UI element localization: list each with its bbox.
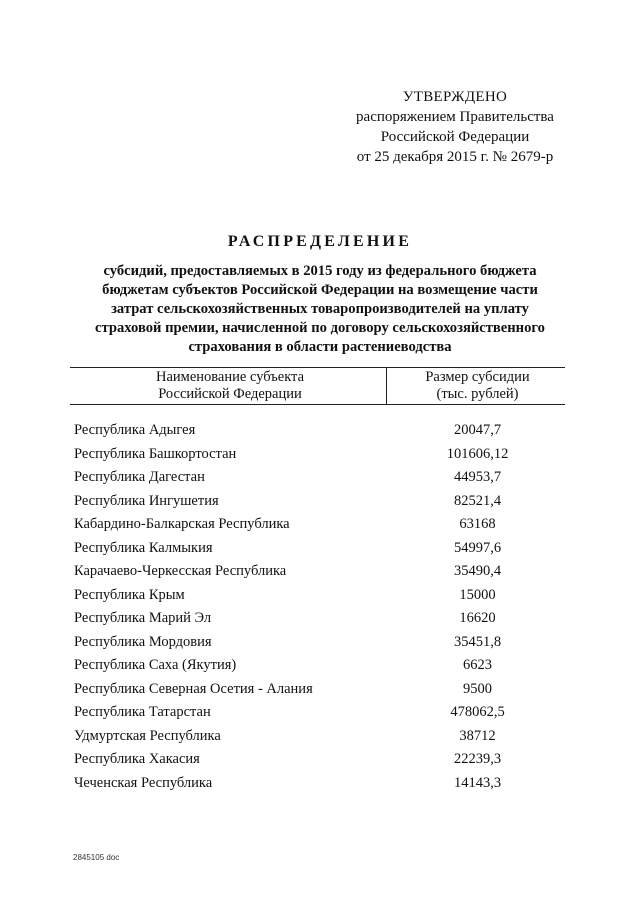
region-name: Удмуртская Республика bbox=[74, 727, 221, 744]
approval-line-2: Российской Федерации bbox=[380, 129, 530, 145]
table-row bbox=[74, 537, 565, 561]
region-name: Чеченская Республика bbox=[74, 774, 213, 791]
region-name: Республика Башкортостан bbox=[74, 445, 237, 462]
subsidy-amount: 101606,12 bbox=[446, 445, 509, 462]
region-name: Республика Дагестан bbox=[74, 469, 205, 485]
subsidy-amount: 478062,5 bbox=[450, 704, 505, 720]
region-name: Республика Саха (Якутия) bbox=[74, 657, 237, 673]
table-body bbox=[74, 419, 565, 795]
table-row bbox=[74, 513, 565, 537]
region-name: Республика Мордовия bbox=[74, 633, 212, 650]
approval-line-3: от 25 декабря 2015 г. № 2679-р bbox=[356, 149, 554, 165]
table-row bbox=[74, 725, 565, 749]
table-row bbox=[74, 419, 565, 443]
subsidy-amount: 14143,3 bbox=[453, 774, 502, 791]
table-row bbox=[74, 701, 565, 725]
table-row bbox=[74, 584, 565, 608]
table-row bbox=[74, 654, 565, 678]
table-row bbox=[74, 490, 565, 514]
document-file-id: 2845105 doc bbox=[73, 853, 120, 862]
subsidy-amount: 9500 bbox=[463, 680, 492, 697]
document-subtitle bbox=[70, 262, 570, 357]
table-row bbox=[74, 631, 565, 655]
column-header-name-line: Наименование субъекта bbox=[155, 369, 305, 385]
subtitle-line: бюджетам субъектов Российской Федерации на возмещение части bbox=[102, 282, 538, 298]
subsidy-amount: 20047,7 bbox=[453, 422, 502, 438]
subtitle-line: страхования в области растениеводства bbox=[188, 339, 452, 355]
subtitle-line: затрат сельскохозяйственных товаропроизводителей на уплату bbox=[111, 301, 529, 317]
column-header-value bbox=[390, 369, 565, 403]
region-name: Республика Адыгея bbox=[74, 422, 196, 438]
subsidy-amount: 63168 bbox=[459, 516, 496, 532]
region-name: Республика Крым bbox=[74, 586, 185, 603]
subsidy-amount: 35490,4 bbox=[453, 563, 502, 579]
subtitle-line: субсидий, предоставляемых в 2015 году из федерального бюджета bbox=[103, 263, 537, 279]
region-name: Кабардино-Балкарская Республика bbox=[74, 516, 290, 532]
column-divider bbox=[386, 368, 387, 404]
subsidy-table bbox=[70, 367, 565, 791]
column-header-value-line: (тыс. рублей) bbox=[436, 386, 519, 402]
column-header-name-line: Российской Федерации bbox=[158, 386, 302, 402]
document-title: РАСПРЕДЕЛЕНИЕ bbox=[227, 233, 413, 250]
subtitle-line: страховой премии, начисленной по договору сельскохозяйственного bbox=[95, 320, 545, 336]
column-header-name bbox=[110, 369, 350, 403]
region-name: Республика Хакасия bbox=[74, 751, 200, 767]
subsidy-amount: 16620 bbox=[459, 610, 496, 626]
region-name: Республика Калмыкия bbox=[74, 539, 213, 556]
region-name: Республика Северная Осетия - Алания bbox=[74, 680, 313, 697]
region-name: Республика Ингушетия bbox=[74, 492, 219, 509]
column-header-value-line: Размер субсидии bbox=[425, 369, 530, 385]
subsidy-amount: 22239,3 bbox=[453, 751, 502, 767]
table-row bbox=[74, 443, 565, 467]
table-row bbox=[74, 466, 565, 490]
table-row bbox=[74, 772, 565, 796]
subsidy-amount: 38712 bbox=[459, 727, 496, 744]
region-name: Республика Марий Эл bbox=[74, 610, 212, 626]
approval-line-1: распоряжением Правительства bbox=[356, 109, 554, 125]
subsidy-amount: 44953,7 bbox=[453, 469, 502, 485]
subsidy-amount: 6623 bbox=[463, 657, 492, 673]
table-row bbox=[74, 607, 565, 631]
table-header bbox=[70, 367, 565, 405]
approval-block bbox=[330, 87, 580, 167]
table-row bbox=[74, 678, 565, 702]
region-name: Карачаево-Черкесская Республика bbox=[74, 563, 287, 579]
region-name: Республика Татарстан bbox=[74, 704, 211, 720]
subsidy-amount: 54997,6 bbox=[453, 539, 502, 556]
table-row bbox=[74, 748, 565, 772]
table-row bbox=[74, 560, 565, 584]
approval-heading: УТВЕРЖДЕНО bbox=[402, 89, 508, 105]
subsidy-amount: 35451,8 bbox=[453, 633, 502, 650]
subsidy-amount: 15000 bbox=[459, 586, 496, 603]
subsidy-amount: 82521,4 bbox=[453, 492, 502, 509]
